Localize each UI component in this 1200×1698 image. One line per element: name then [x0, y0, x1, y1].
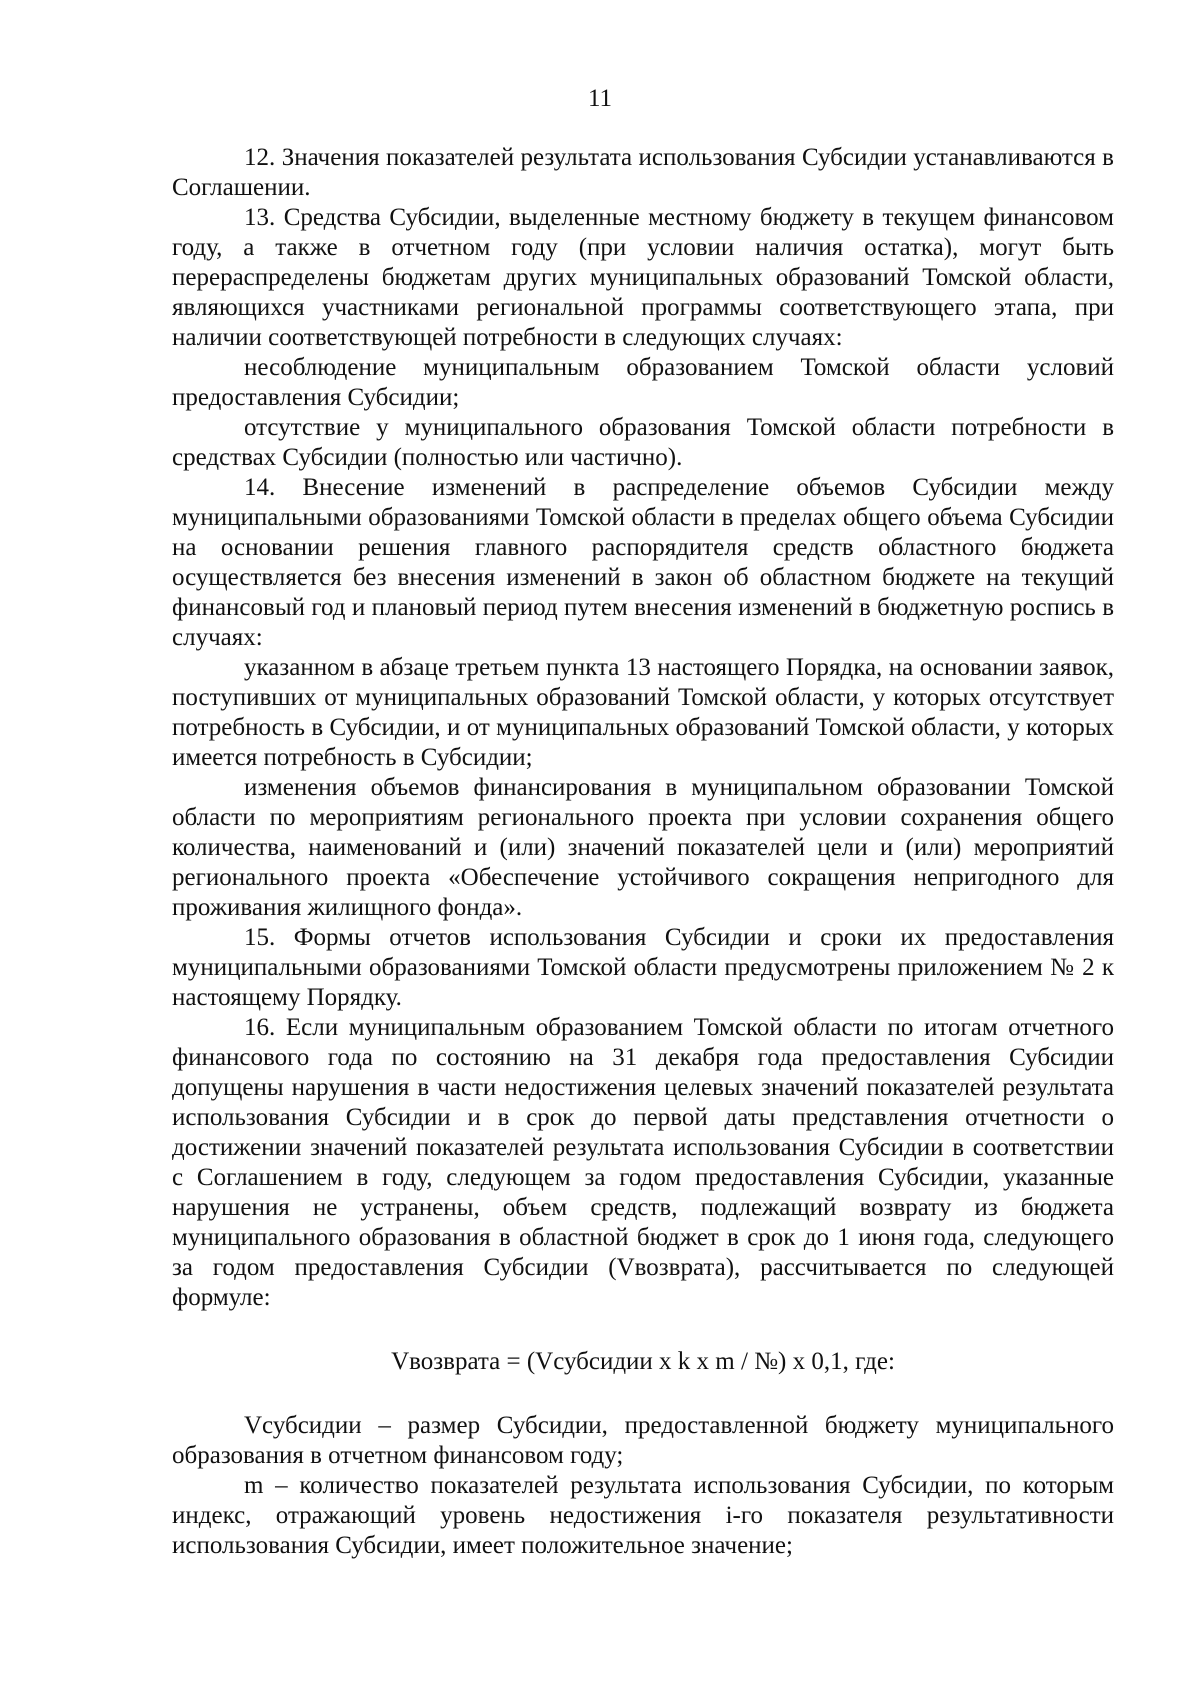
paragraph-13: 13. Средства Субсидии, выделенные местному бюджету в текущем финансовом году, а также в отчетном году (при условии наличия остатка), могут быть перераспределены бюджетам других муниципальных образований Томской области, являющихся участниками региональной программы соответствующего этапа, при наличии соответствующей потребности в следующих случаях:	[172, 204, 1114, 351]
paragraph-13-case-2: отсутствие у муниципального образования Томской области потребности в средствах Субсидии (полностью или частично).	[172, 414, 1114, 471]
paragraph-15: 15. Формы отчетов использования Субсидии и сроки их предоставления муниципальными образованиями Томской области предусмотрены приложением № 2 к настоящему Порядку.	[172, 924, 1114, 1011]
paragraph-16: 16. Если муниципальным образованием Томской области по итогам отчетного финансового года по состоянию на 31 декабря года предоставления Субсидии допущены нарушения в части недостижения целевых значений показателей результата использования Субсидии и в срок до первой даты представления отчетности о достижении значений показателей результата использования Субсидии в соответствии с Соглашением в году, следующем за годом предоставления Субсидии, указанные нарушения не устранены, объем средств, подлежащий возврату из бюджета муниципального образования в областной бюджет в срок до 1 июня года, следующего за годом предоставления Субсидии (Vвозврата), рассчитывается по следующей формуле:	[172, 1014, 1114, 1311]
document-body	[172, 143, 1114, 1561]
paragraph-12: 12. Значения показателей результата использования Субсидии устанавливаются в Соглашении.	[172, 144, 1114, 201]
paragraph-14-case-2: изменения объемов финансирования в муниципальном образовании Томской области по мероприятиям регионального проекта при условии сохранения общего количества, наименований и (или) значений показателей цели и (или) мероприятий регионального проекта «Обеспечение устойчивого сокращения непригодного для проживания жилищного фонда».	[172, 774, 1114, 921]
paragraph-14-case-1: указанном в абзаце третьем пункта 13 настоящего Порядка, на основании заявок, поступивших от муниципальных образований Томской области, у которых отсутствует потребность в Субсидии, и от муниципальных образований Томской области, у которых имеется потребность в Субсидии;	[172, 654, 1114, 771]
refund-formula: Vвозврата = (Vсубсидии x k x m / №) x 0,1, где:	[391, 1348, 895, 1375]
page-number: 11	[587, 85, 613, 112]
definition-v-subsidy: Vсубсидии – размер Субсидии, предоставленной бюджету муниципального образования в отчетном финансовом году;	[172, 1412, 1114, 1469]
paragraph-13-case-1: несоблюдение муниципальным образованием Томской области условий предоставления Субсидии;	[172, 354, 1114, 411]
paragraph-14: 14. Внесение изменений в распределение объемов Субсидии между муниципальными образованиями Томской области в пределах общего объема Субсидии на основании решения главного распорядителя средств областного бюджета осуществляется без внесения изменений в закон об областном бюджете на текущий финансовый год и плановый период путем внесения изменений в бюджетную роспись в случаях:	[172, 474, 1114, 651]
definition-m: m – количество показателей результата использования Субсидии, по которым индекс, отражающий уровень недостижения i-го показателя результативности использования Субсидии, имеет положительное значение;	[172, 1472, 1114, 1559]
